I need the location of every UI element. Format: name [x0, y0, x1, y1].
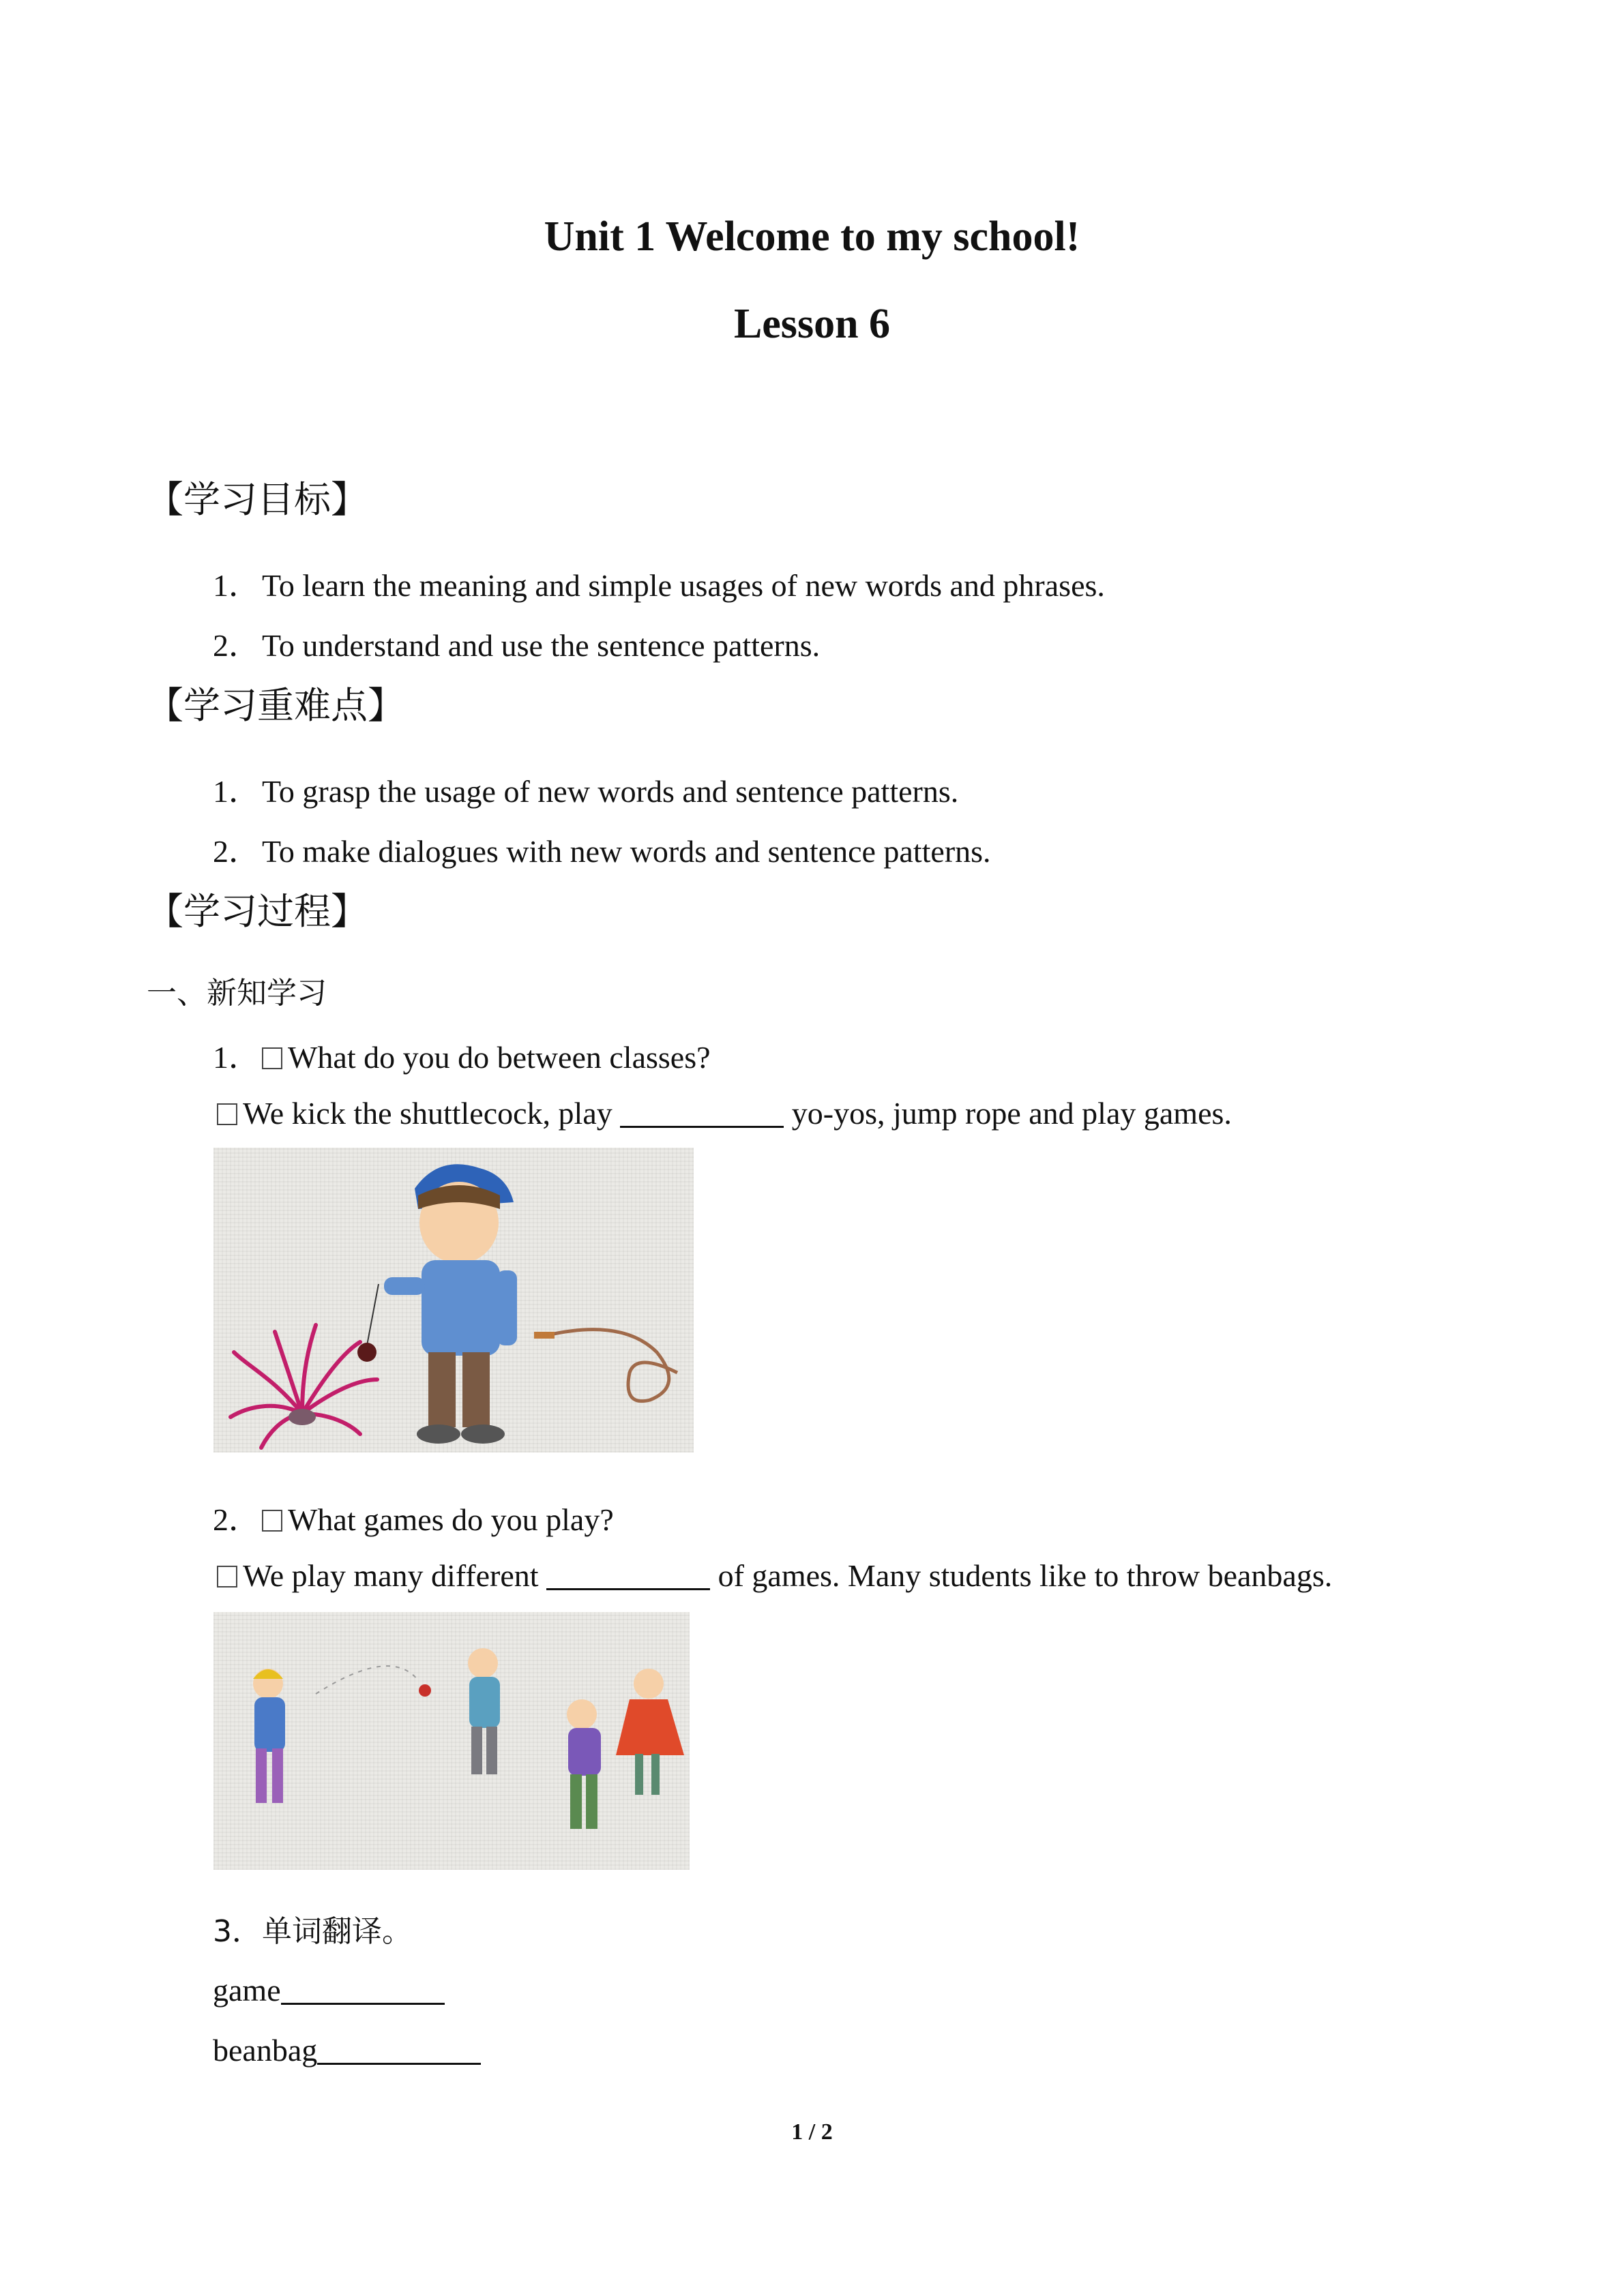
question-2: [213, 1495, 614, 1540]
item-number: 1．: [213, 1040, 260, 1075]
children-throwing-beanbags-image: [213, 1612, 690, 1870]
checkbox-icon: [262, 1510, 282, 1532]
objective-item-1: [213, 561, 1105, 606]
answer-1: [217, 1095, 1232, 1131]
key-point-item-2: [213, 826, 991, 871]
objective-item-2: [213, 621, 820, 666]
item-number: 1．: [213, 568, 260, 603]
item-text: To make dialogues with new words and sentence patterns.: [262, 834, 991, 869]
item-number: 2．: [213, 628, 260, 663]
answer-text: of games. Many students like to throw beanbags.: [710, 1558, 1333, 1593]
document-title: Unit 1 Welcome to my school!: [544, 213, 1080, 260]
fill-in-blank[interactable]: [317, 2036, 481, 2065]
key-points-heading: 【学习重难点】: [147, 684, 404, 727]
item-number: 2．: [213, 834, 260, 869]
answer-text: We play many different: [243, 1558, 547, 1593]
process-heading: 【学习过程】: [147, 890, 368, 933]
item-text: To grasp the usage of new words and sentence patterns.: [262, 774, 959, 809]
beanbag-illustration: [213, 1612, 690, 1870]
translate-word-2: [213, 2032, 481, 2068]
page-number: 1 / 2: [791, 2119, 833, 2145]
objectives-heading: 【学习目标】: [147, 478, 368, 521]
boy-with-yoyo-shuttlecock-rope-image: [213, 1148, 694, 1452]
item-text: To learn the meaning and simple usages of new words and phrases.: [262, 568, 1105, 603]
answer-text: We kick the shuttlecock, play: [243, 1096, 621, 1131]
translate-word-1: [213, 1972, 445, 2008]
lesson-subtitle: Lesson 6: [733, 301, 891, 347]
item-text: To understand and use the sentence patterns.: [262, 628, 821, 663]
checkbox-icon: [217, 1103, 237, 1125]
fill-in-blank[interactable]: [546, 1561, 710, 1590]
key-point-item-1: [213, 766, 958, 811]
item-number: 2．: [213, 1502, 260, 1537]
question-1: [213, 1032, 711, 1077]
checkbox-icon: [217, 1566, 237, 1587]
answer-text: yo-yos, jump rope and play games.: [784, 1096, 1232, 1131]
question-text: What do you do between classes?: [288, 1040, 711, 1075]
word-text: beanbag: [213, 2033, 318, 2068]
question-3-label: 3．单词翻译。: [213, 1914, 412, 1949]
fill-in-blank[interactable]: [281, 1976, 445, 2005]
part1-label: 一、新知学习: [147, 976, 327, 1011]
answer-2: [217, 1557, 1332, 1594]
fill-in-blank[interactable]: [620, 1099, 784, 1128]
yoyo-illustration: [213, 1148, 694, 1452]
word-text: game: [213, 1973, 281, 2008]
checkbox-icon: [262, 1047, 282, 1069]
question-text: What games do you play?: [288, 1502, 614, 1537]
item-number: 1．: [213, 774, 260, 809]
